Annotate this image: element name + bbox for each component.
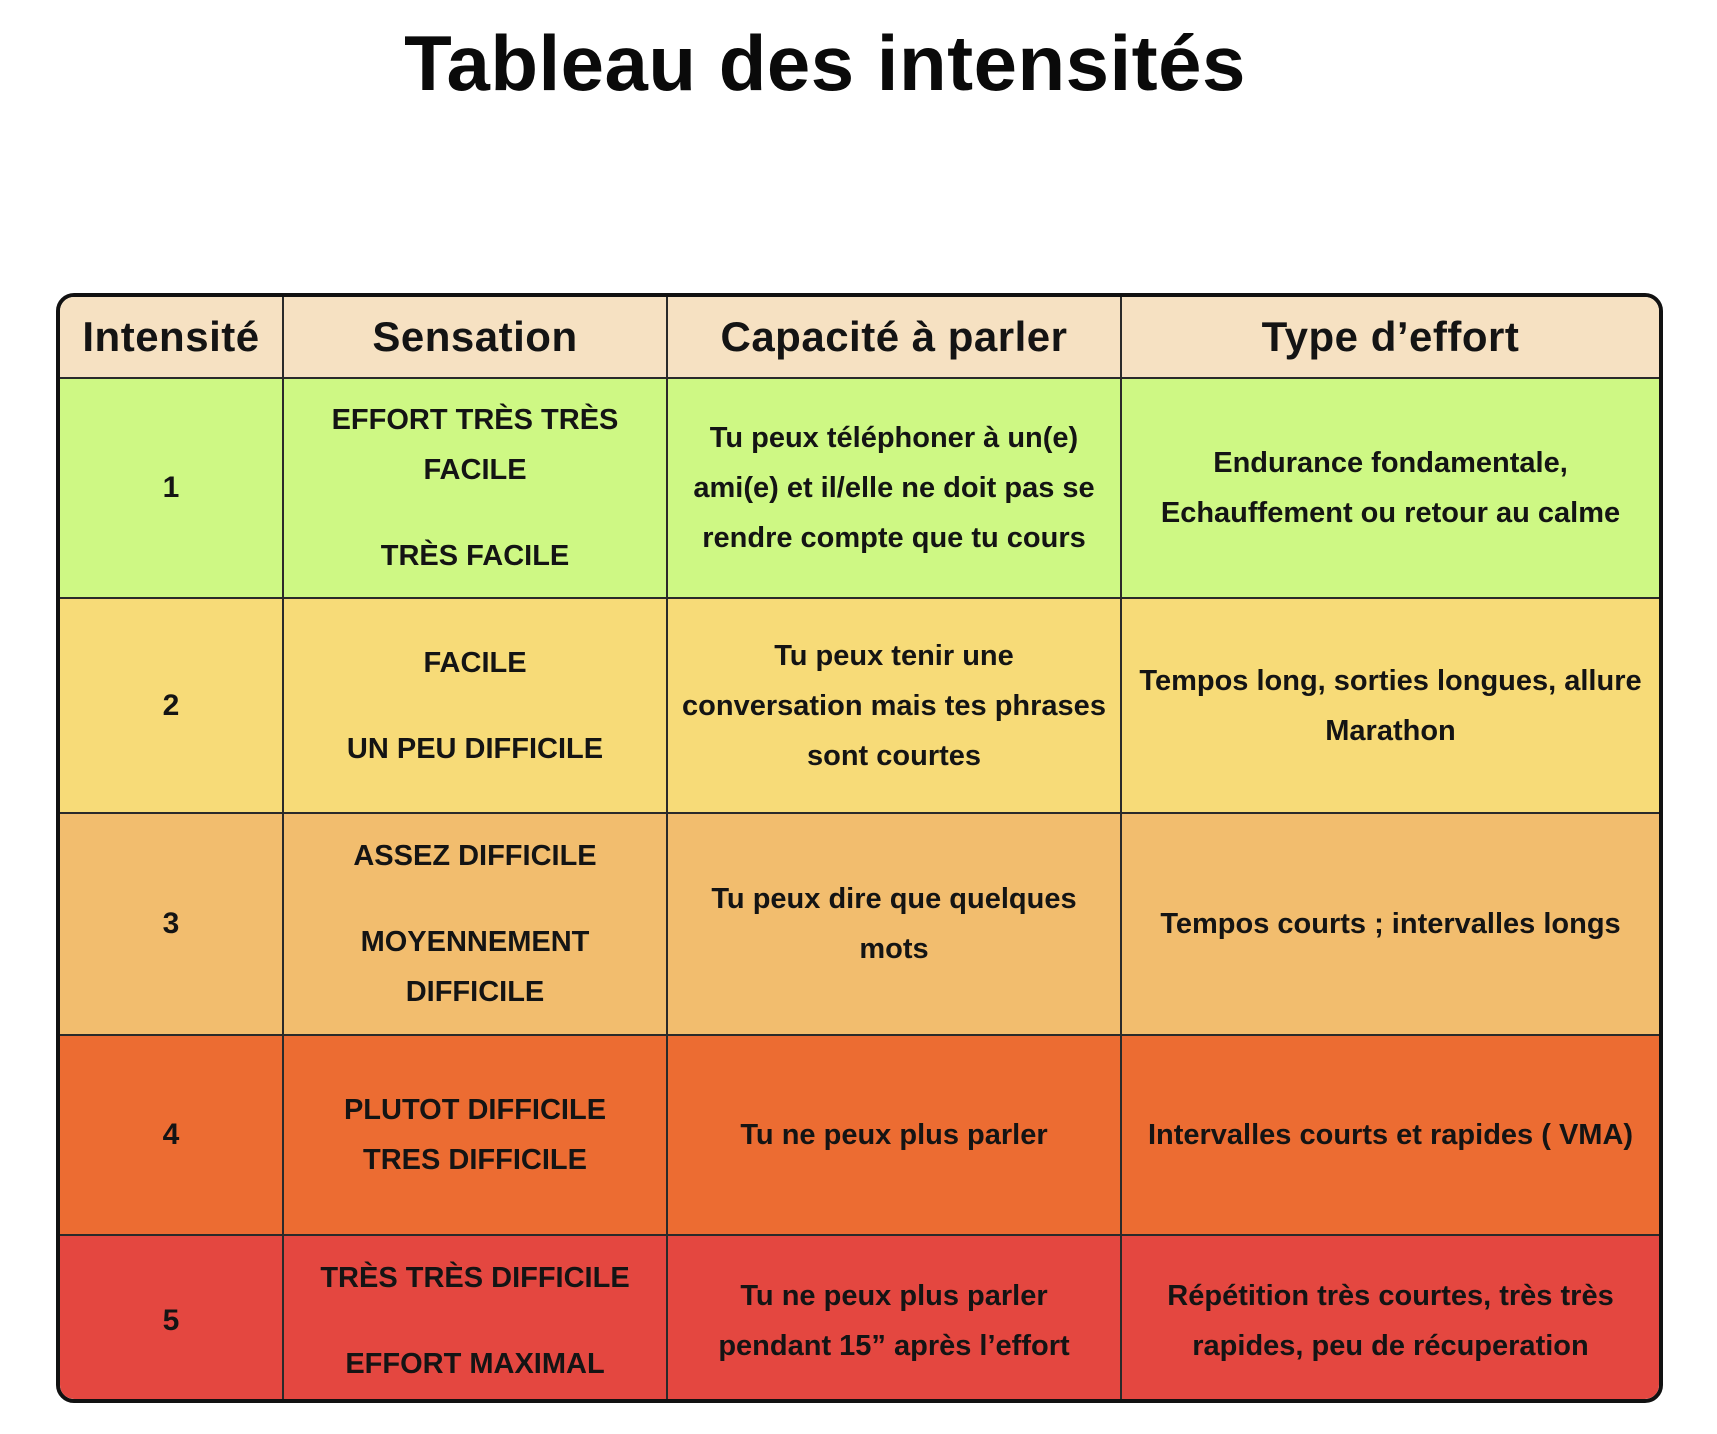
intensity-value: 1: [60, 378, 283, 598]
effort-type-cell: Tempos courts ; intervalles longs: [1121, 813, 1659, 1035]
sensation-primary: FACILE: [423, 646, 527, 679]
sensation-secondary: TRÈS FACILE: [380, 540, 570, 572]
effort-type-cell: Tempos long, sorties longues, allure Marathon: [1121, 598, 1659, 813]
speaking-capacity-cell: Tu ne peux plus parler: [667, 1035, 1121, 1235]
header-intensite: Intensité: [60, 297, 283, 378]
page-title: Tableau des intensités: [404, 19, 1246, 107]
sensation-cell: [283, 1035, 667, 1235]
intensity-value: 3: [60, 813, 283, 1035]
effort-type-cell: Répétition très courtes, très très rapides, peu de récuperation: [1121, 1235, 1659, 1403]
table-row: [60, 1035, 1659, 1235]
intensity-value: 2: [60, 598, 283, 813]
sensation-cell: [283, 813, 667, 1035]
speaking-capacity-cell: Tu peux tenir une conversation mais tes phrases sont courtes: [667, 598, 1121, 813]
table-row: [60, 1235, 1659, 1403]
sensation-primary: PLUTOT DIFFICILE: [343, 1094, 607, 1126]
table-row: [60, 378, 1659, 598]
header-sensation: Sensation: [283, 297, 667, 378]
sensation-secondary: EFFORT MAXIMAL: [345, 1348, 605, 1380]
sensation-cell: [283, 378, 667, 598]
header-type-effort: Type d’effort: [1121, 297, 1659, 378]
header-capacite: Capacité à parler: [667, 297, 1121, 378]
intensity-table: [56, 293, 1663, 1403]
sensation-secondary: TRES DIFFICILE: [363, 1144, 587, 1176]
table-header-row: [60, 297, 1659, 378]
sensation-primary: ASSEZ DIFFICILE: [353, 840, 597, 872]
effort-type-cell: Endurance fondamentale, Echauffement ou retour au calme: [1121, 378, 1659, 598]
intensity-value: 5: [60, 1235, 283, 1403]
speaking-capacity-cell: Tu peux téléphoner à un(e) ami(e) et il/elle ne doit pas se rendre compte que tu cours: [667, 378, 1121, 598]
speaking-capacity-cell: Tu peux dire que quelques mots: [667, 813, 1121, 1035]
sensation-cell: [283, 1235, 667, 1403]
intensity-value: 4: [60, 1035, 283, 1235]
sensation-primary: EFFORT TRÈS TRÈS FACILE: [331, 404, 619, 486]
sensation-primary: TRÈS TRÈS DIFFICILE: [320, 1262, 630, 1294]
speaking-capacity-cell: Tu ne peux plus parler pendant 15” après l’effort: [667, 1235, 1121, 1403]
sensation-secondary: MOYENNEMENT DIFFICILE: [360, 926, 590, 1008]
effort-type-cell: Intervalles courts et rapides ( VMA): [1121, 1035, 1659, 1235]
sensation-secondary: UN PEU DIFFICILE: [346, 732, 604, 765]
table-row: [60, 813, 1659, 1035]
sensation-cell: [283, 598, 667, 813]
table-row: [60, 598, 1659, 813]
